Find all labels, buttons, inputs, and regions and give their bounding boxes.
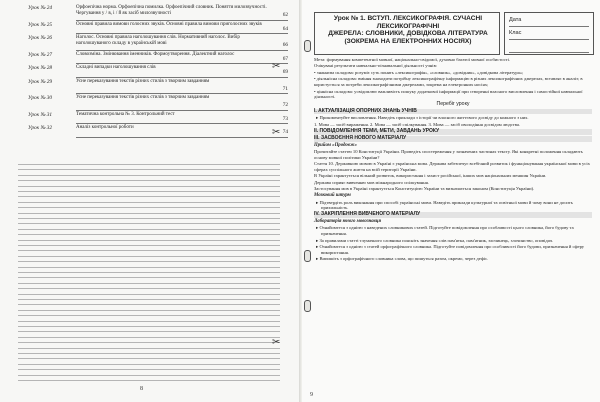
scissors-icon: ✂	[272, 61, 281, 72]
toc-lesson-title: Основні правила вимови голосних звуків. Основні правила вимови приголосних звуків	[76, 21, 262, 27]
toc-page-number: 74	[282, 129, 288, 136]
paragraph: Застосування мов в Україні гарантується Конституцією України та визначається законом (Конституція України).	[314, 186, 535, 192]
ruled-line	[18, 375, 280, 376]
toc-row	[28, 94, 288, 111]
ruled-line	[18, 369, 280, 370]
toc-lesson-number: Урок № 26	[28, 35, 53, 41]
toc-row	[28, 111, 288, 125]
toc-lesson-number: Урок № 31	[28, 111, 53, 118]
ruled-line	[18, 229, 280, 230]
toc-page-number: 62	[282, 12, 288, 19]
paragraph: В Україні гарантується вільний розвиток, використання і захист російської, інших мов національних меншин України.	[314, 173, 547, 179]
paragraph: • знаннєва складова: розуміє суть понять «лексикографія», «словник», «довідник», «довідкова література»;	[314, 69, 524, 75]
paragraph: • діяльнісна складова: вміння знаходити потрібну лексикографічну інформацію в різних лексикографічних джерелах, вставляє в аналіз; в користується за потреби лексикографічними джерелами, зокрема на електронних носіях;	[314, 76, 583, 88]
toc-row	[28, 124, 288, 138]
toc-lesson-title: Тематична контрольна № 3. Контрольний тест	[76, 111, 175, 117]
section-heading: II. ПОВІДОМЛЕННЯ ТЕМИ, МЕТИ, ЗАВДАНЬ УРОКУ	[314, 129, 592, 135]
binding-hole	[304, 250, 311, 262]
ruled-line	[18, 315, 280, 316]
toc-page-number: 64	[282, 25, 288, 32]
ruled-line	[18, 169, 280, 170]
toc-page-number: 67	[282, 55, 288, 62]
right-page-number: 9	[310, 392, 313, 398]
right-page	[302, 0, 600, 402]
paragraph: ▸ Випишіть з орфографічного словника слова, що пишуться разом, окремо, через дефіс.	[316, 256, 489, 262]
ruled-line	[18, 299, 280, 300]
toc-row	[28, 61, 288, 78]
ruled-line	[18, 358, 280, 359]
ruled-line	[18, 283, 280, 284]
ruled-line	[18, 218, 280, 219]
ruled-line	[18, 245, 280, 246]
left-page-number: 8	[140, 386, 143, 392]
ruled-line	[18, 250, 280, 251]
paragraph: Держава сприяє вивченню мов міжнародного спілкування.	[314, 179, 429, 185]
ruled-line	[18, 277, 280, 278]
section-heading: IV. ЗАКРІПЛЕННЯ ВИВЧЕНОГО МАТЕРІАЛУ	[314, 212, 592, 218]
scissors-icon: ✂	[272, 337, 281, 348]
toc-row	[28, 78, 288, 95]
ruled-line	[18, 348, 280, 349]
paragraph: Прочитайте статтю 10 Конституції України. Проведіть спостереження у зазначених частинах тексту. Які конкретні положення складають основу мовної політики України?	[314, 149, 583, 160]
ruled-line	[18, 288, 280, 289]
toc-lesson-number: Урок № 24	[28, 5, 53, 11]
toc-lesson-number: Урок № 27	[28, 51, 53, 58]
ruled-line	[18, 321, 280, 322]
ruled-line	[18, 326, 280, 327]
toc-page-number: 66	[282, 42, 288, 49]
binding-hole	[304, 40, 311, 52]
class-label: Клас	[509, 30, 522, 36]
section-heading: I. АКТУАЛІЗАЦІЯ ОПОРНИХ ЗНАНЬ УЧНІВ	[314, 109, 592, 115]
subsection-heading: Прийом «Продовж»	[314, 142, 357, 148]
paragraph: ▸ Ознайомтеся з однією з наведених словникових статей. Підготуйте повідомлення про особливості цього словника, його будову та призначення.	[316, 225, 574, 237]
ruled-line	[18, 364, 280, 365]
ruled-line	[18, 175, 280, 176]
scissors-icon: ✂	[272, 127, 281, 138]
paragraph: Очікувані результати навчально-пізнавальної діяльності учнів:	[314, 63, 438, 69]
toc-page-number: 71	[282, 85, 288, 92]
toc-lesson-number: Урок № 32	[28, 125, 53, 131]
paragraph: Мета: формування компетентної мовної, національно-свідомої, духовно багатої мовної особистості.	[314, 57, 511, 62]
toc-lesson-title: Аналіз контрольної роботи	[76, 125, 134, 130]
ruled-line	[18, 342, 280, 343]
ruled-line	[18, 186, 280, 187]
toc-lesson-title: Складні випадки наголошування слів	[76, 65, 156, 70]
ruled-line	[18, 304, 280, 305]
paragraph: 1. Мова — засіб вираження. 2. Мова — засіб спілкування. 3. Мова — засіб оволодіння досвідом людства.	[314, 121, 521, 127]
ruled-line	[18, 240, 280, 241]
ruled-line	[18, 380, 280, 381]
ruled-line	[18, 310, 280, 311]
toc-lesson-number: Урок № 29	[28, 78, 53, 85]
lesson-title: Урок № 1. ВСТУП. ЛЕКСИКОГРАФІЯ. СУЧАСНІ ЛЕКСИКОГРАФІЧНІ ДЖЕРЕЛА: СЛОВНИКИ, ДОВІДКОВА ЛІТЕРАТУРА (ЗОКРЕМА НА ЕЛЕКТРОННИХ НОСІЯХ)	[328, 15, 488, 45]
ruled-line	[18, 353, 280, 354]
paragraph: ▸ Прокоментуйте висловлення. Наведіть приклади з історії чи власного життєвого досвіду до кожного з них.	[316, 115, 529, 121]
ruled-line	[18, 207, 280, 208]
date-label: Дата	[509, 17, 522, 23]
toc-row	[28, 51, 288, 65]
subsection-heading: Мозковий штурм	[314, 192, 351, 198]
binding-hole	[304, 300, 311, 312]
ruled-line	[18, 337, 280, 338]
toc-lesson-number: Урок № 30	[28, 95, 53, 101]
ruled-line	[18, 223, 280, 224]
toc-lesson-number: Урок № 28	[28, 65, 53, 71]
toc-lesson-title: Орфоепічна норма. Орфоепічна помилка. Орфоепічний словник. Поняття милозвучності. Чергування у / в, і / й як засіб милозвучності	[76, 5, 267, 17]
toc-page-number: 72	[282, 102, 288, 109]
toc-row	[28, 34, 288, 51]
ruled-line	[18, 202, 280, 203]
ruled-line	[18, 196, 280, 197]
ruled-line	[18, 180, 280, 181]
ruled-line	[18, 234, 280, 235]
ruled-line	[18, 261, 280, 262]
toc-lesson-title: Наголос. Основні правила наголошування слів. Нормативний наголос. Вибір наголошуваного складу в українській мові	[76, 35, 240, 47]
paragraph: ▸ Підтвердіть роль виконання при способі українські мови. Наведіть приклади культурної та освітньої мови й чому вони не досить прихильність.	[316, 199, 573, 211]
toc-page-number: 73	[282, 115, 288, 122]
toc-lesson-title: Словозміна. Змінювання іменників. Формоутворення. Діалектний наголос	[76, 51, 235, 57]
subsection-heading: Лабораторія юного мовознавця	[314, 218, 381, 224]
paragraph: ▸ За правилами статті тлумачного словника поясніть значення слів пам'ятка, пам'ятник, злочинець, злочинство, оповідач.	[316, 237, 554, 243]
toc-row	[28, 4, 288, 21]
ruled-line	[18, 294, 280, 295]
ruled-line	[18, 331, 280, 332]
ruled-line	[18, 256, 280, 257]
ruled-line	[18, 213, 280, 214]
section-heading: III. ЗАСВОЄННЯ НОВОГО МАТЕРІАЛУ	[314, 136, 592, 142]
toc-page-number: 69	[282, 69, 288, 76]
toc-lesson-number: Урок № 25	[28, 21, 53, 28]
lesson-body	[314, 57, 592, 263]
table-of-contents	[28, 4, 288, 138]
toc-row	[28, 21, 288, 35]
toc-lesson-title: Усне переказування текстів різних стилів з творчим завданням	[76, 78, 210, 84]
lesson-header	[314, 12, 500, 55]
lesson-flow-heading: Перебіг уроку	[436, 100, 470, 107]
paragraph: • ціннісна складова: усвідомлює важливість пошуку додаткової інформації при створенні власного висловлення і самостійної навчальної діяльності.	[314, 88, 583, 100]
paragraph: Стаття 10. Державною мовою в Україні є українська мова. Держава забезпечує всебічний розвиток і функціонування української мови в усіх сферах суспільного життя на всій території України.	[314, 161, 590, 172]
ruled-line	[18, 164, 280, 165]
ruled-line	[18, 272, 280, 273]
ruled-line	[18, 267, 280, 268]
ruled-line	[18, 191, 280, 192]
date-class-box	[504, 12, 594, 55]
paragraph: ▸ Ознайомтеся з однією з статей орфографічного словника. Підготуйте повідомлення про особливості його будови, призначення й сферу використання.	[316, 244, 585, 255]
toc-lesson-title: Усне переказування текстів різних стилів з творчим завданням	[76, 95, 210, 100]
